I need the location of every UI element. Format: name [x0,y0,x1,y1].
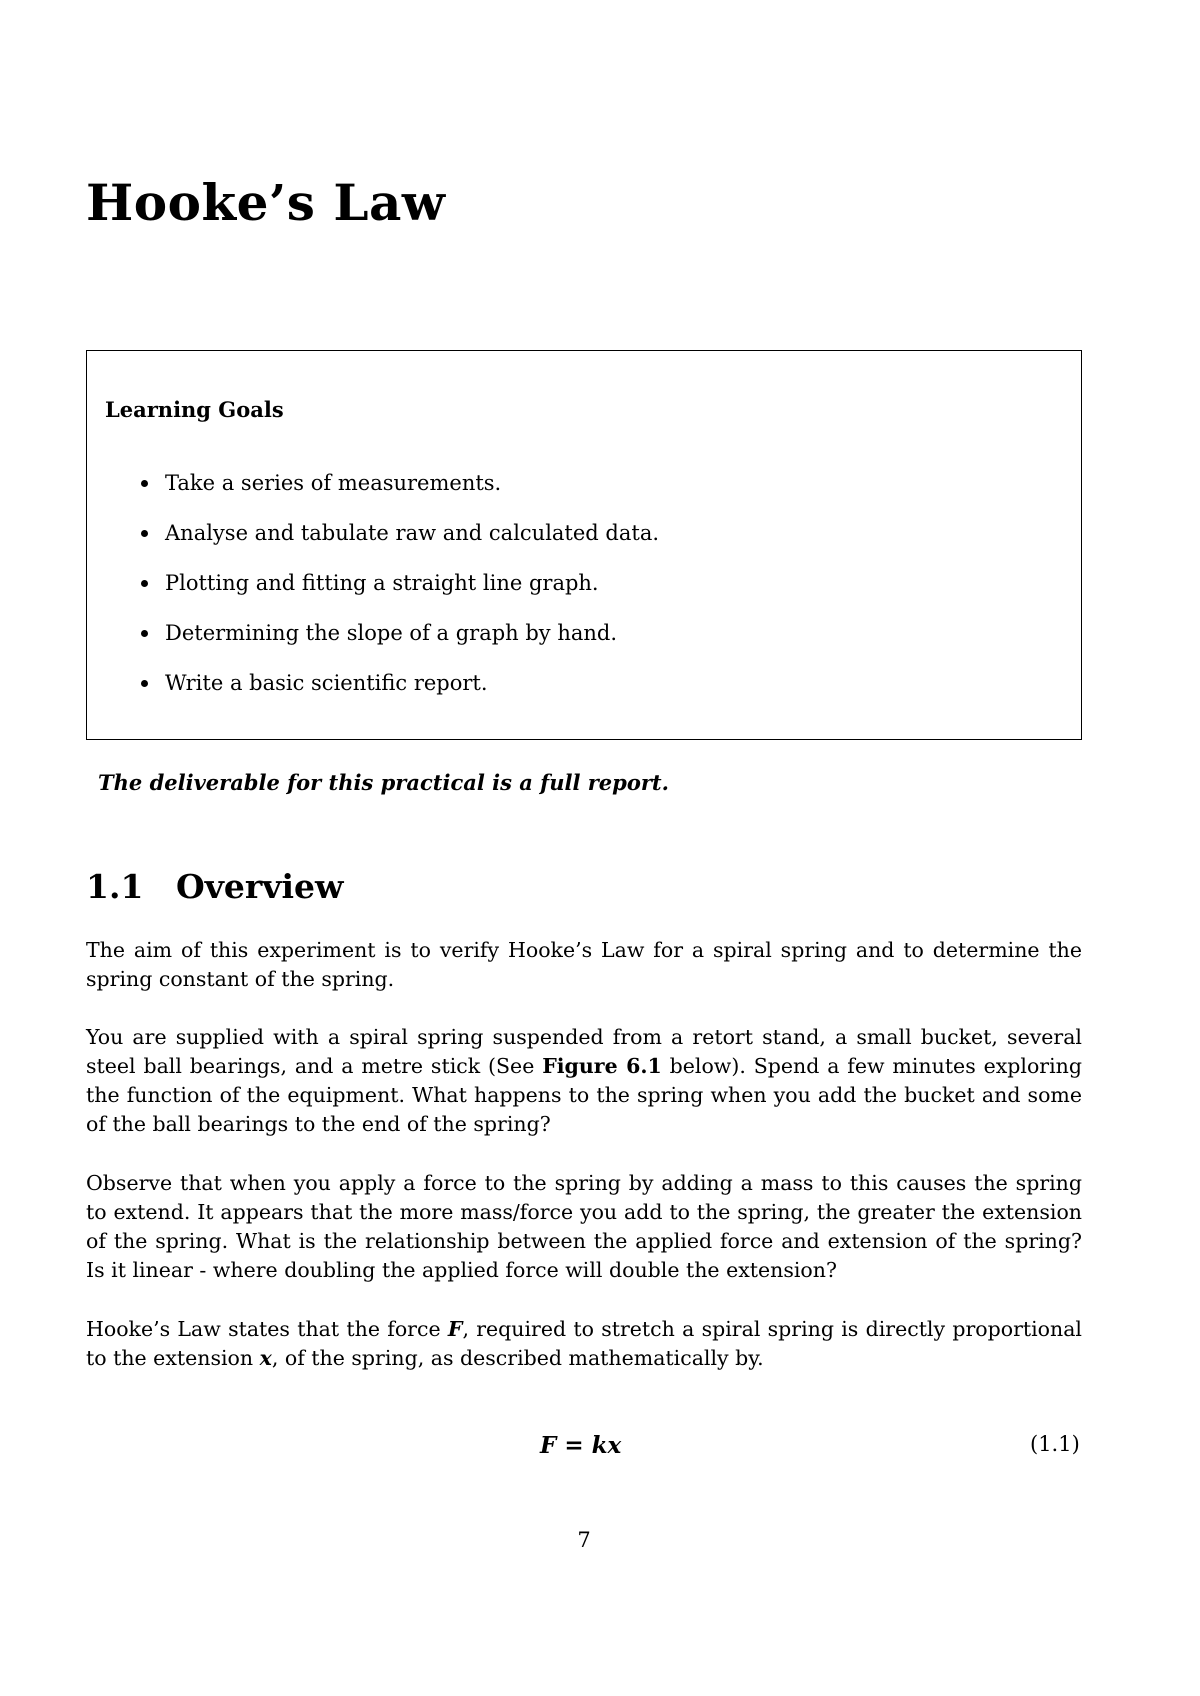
paragraph-text: below). Spend a few minutes exploring the function of the equipment. What happens to the spring when you add the bucket and some of the ball bearings to the end of the spring? [86,1054,1082,1136]
list-item [139,671,659,721]
paragraph-aim: The aim of this experiment is to verify Hooke’s Law for a spiral spring and to determine the spring constant of the spring. [86,938,1082,991]
paragraph-hookes-law [86,1315,1082,1373]
paragraph-observation: Observe that when you apply a force to the spring by adding a mass to this causes the spring to extend. It appears that the more mass/force you add to the spring, the greater the extension of the spring. What is the relationship between the applied force and extension of the spring? Is it linear - where doubling the applied force will double the extension? [86,1171,1082,1282]
bullet-icon [141,530,148,537]
learning-goals-heading: Learning Goals [105,397,284,422]
paragraph-equipment [86,1023,1082,1139]
list-item-text: Plotting and fitting a straight line graph. [165,571,599,595]
list-item-text: Take a series of measurements. [165,471,502,495]
page-title: Hooke’s Law [86,173,446,232]
list-item [139,521,659,571]
paragraph-text: You are supplied with a spiral spring suspended from a retort stand, a small bucket, several steel ball bearings, and a metre stick (See [86,1025,1082,1078]
deliverable-note: The deliverable for this practical is a full report. [98,770,669,795]
section-heading [86,867,344,906]
learning-goals-list [139,471,659,721]
variable-extension: x [259,1346,272,1370]
list-item-text: Write a basic scientific report. [165,671,488,695]
equation: F = kx [540,1432,622,1459]
list-item [139,621,659,671]
figure-reference: Figure 6.1 [542,1054,662,1078]
list-item-text: Analyse and tabulate raw and calculated data. [165,521,660,545]
page-number: 7 [577,1528,591,1552]
list-item [139,471,659,521]
learning-goals-box [86,350,1082,740]
variable-force: F [447,1317,463,1341]
bullet-icon [141,630,148,637]
bullet-icon [141,480,148,487]
section-title: Overview [176,867,344,906]
paragraph-text: , required to stretch a spiral spring is directly proportional to the extension [86,1317,1082,1370]
list-item-text: Determining the slope of a graph by hand. [165,621,618,645]
paragraph-text: , of the spring, as described mathematically by. [271,1346,764,1370]
section-number: 1.1 [86,867,144,906]
list-item [139,571,659,621]
bullet-icon [141,680,148,687]
bullet-icon [141,580,148,587]
equation-number: (1.1) [1030,1432,1080,1456]
paragraph-text: Hooke’s Law states that the force [86,1317,448,1341]
